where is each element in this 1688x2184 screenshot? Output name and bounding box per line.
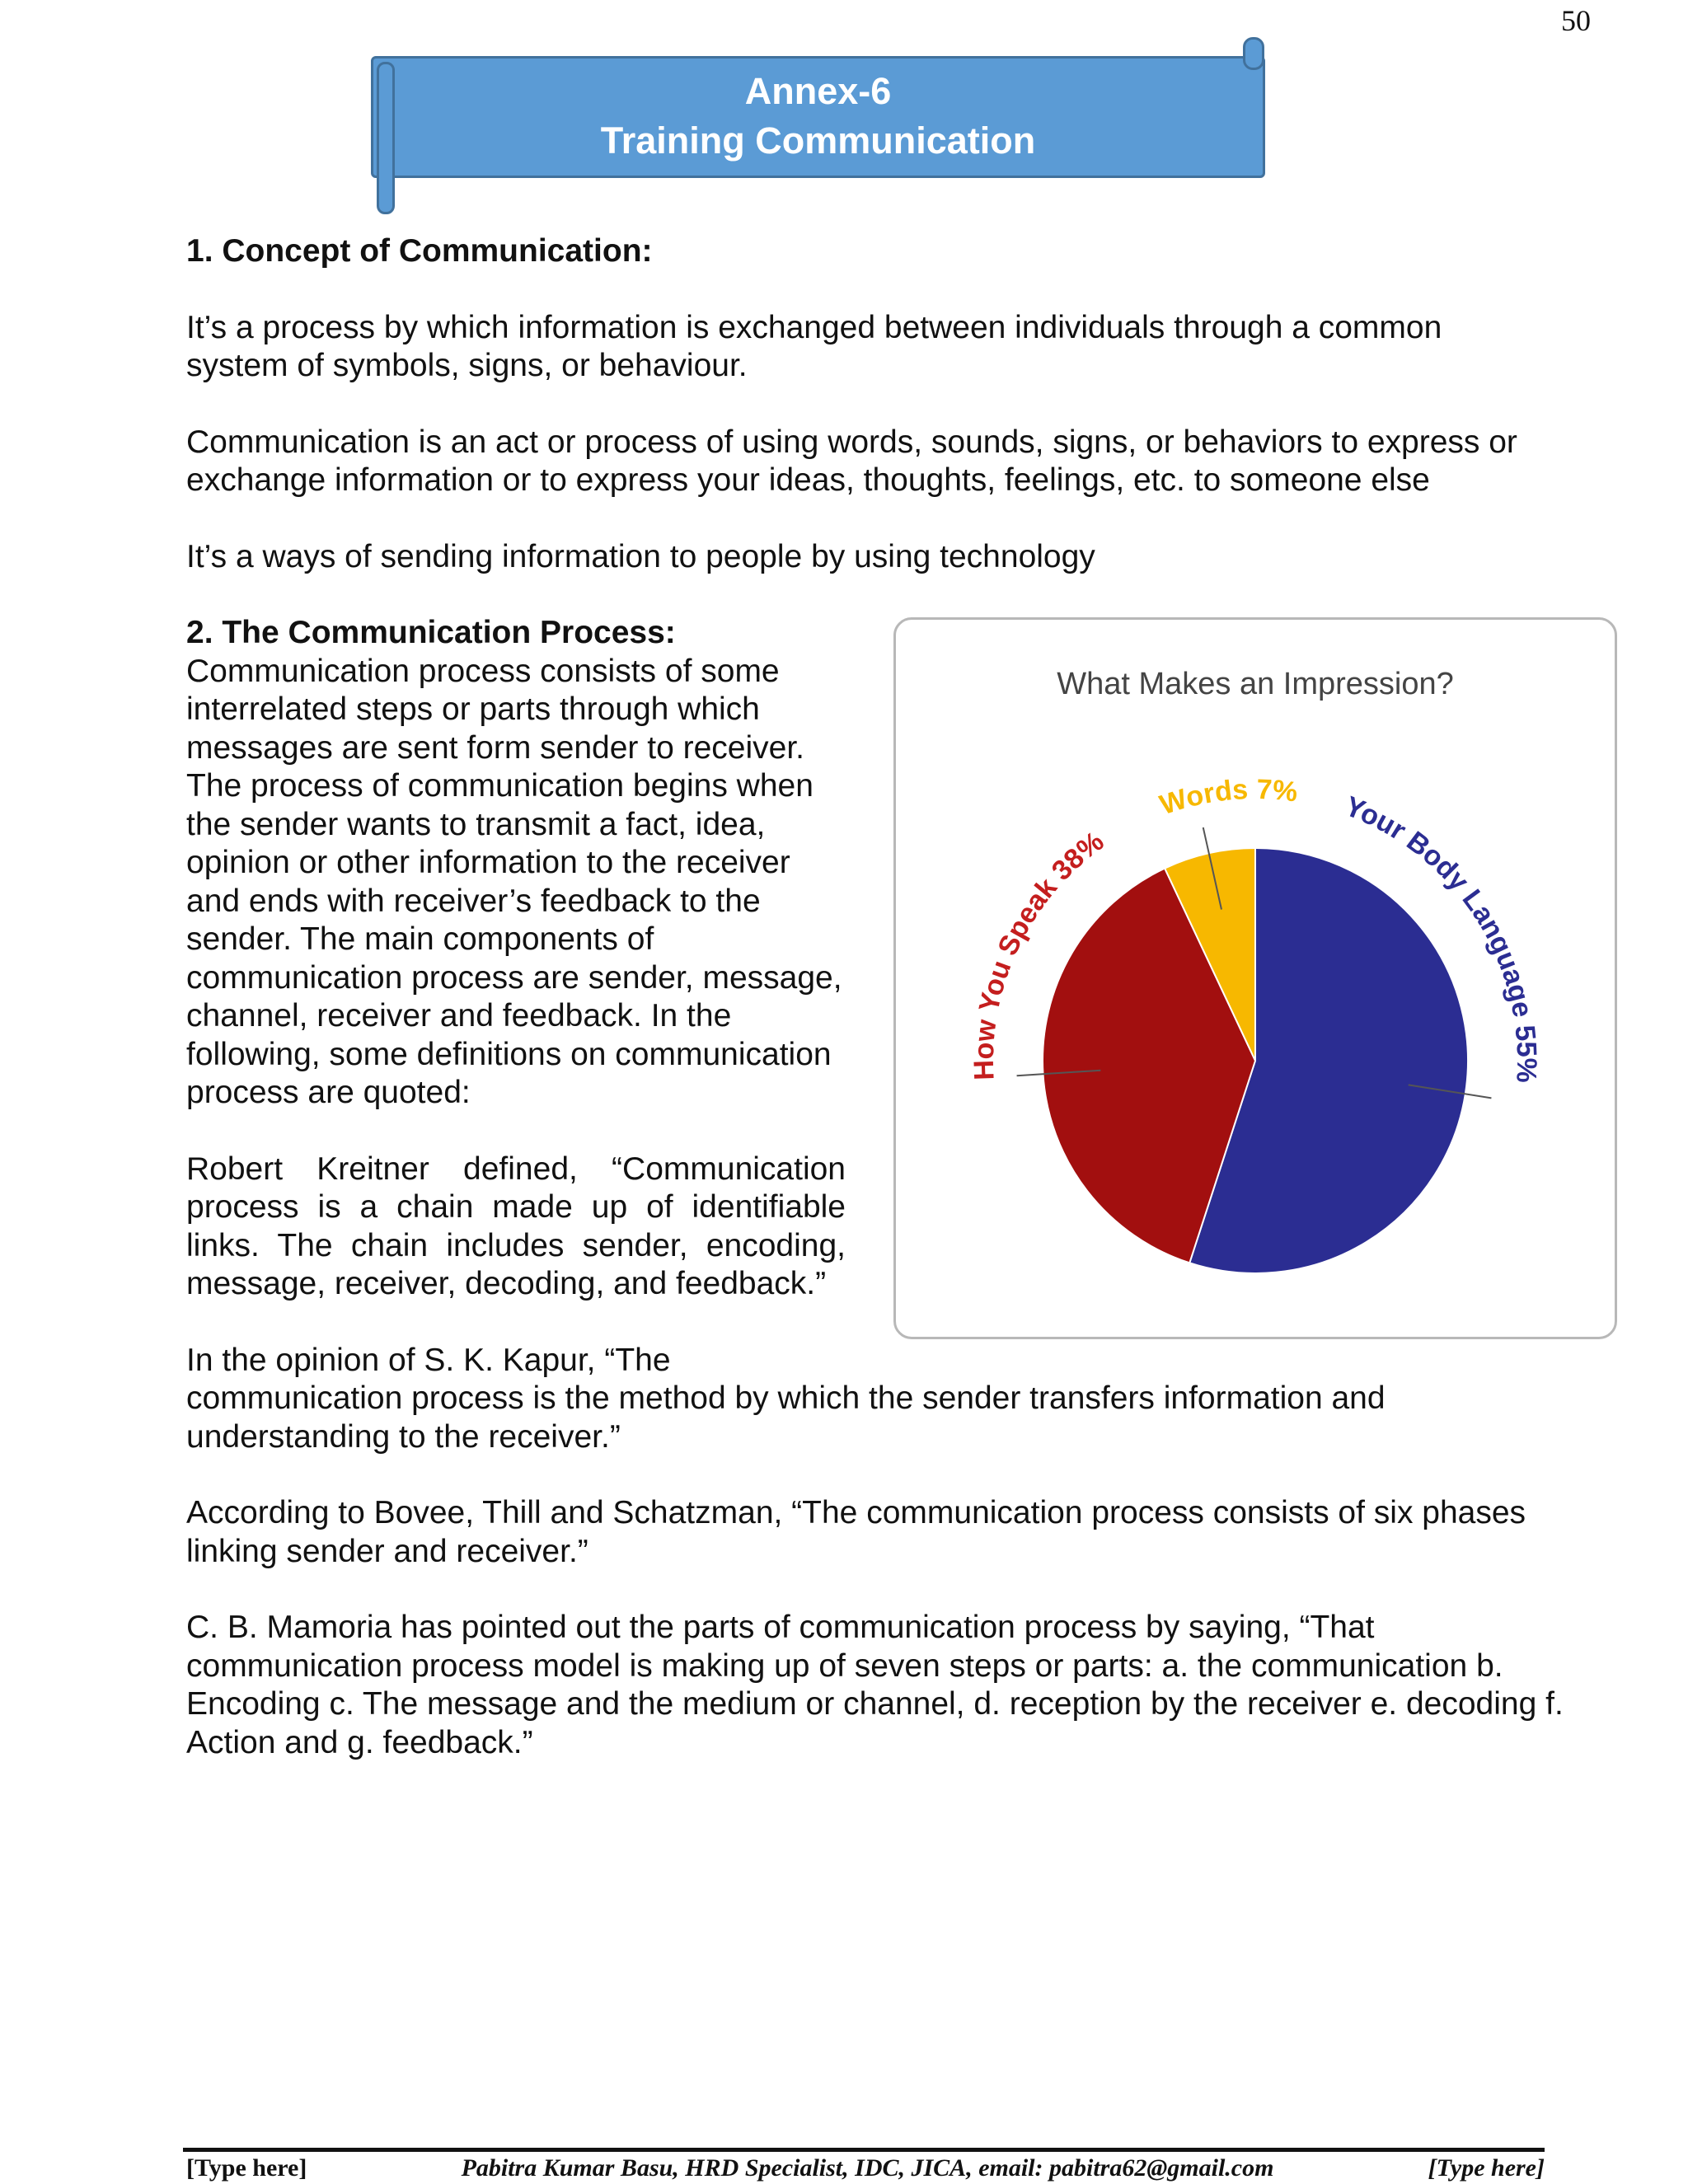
banner-annex-label: Annex-6 xyxy=(744,70,892,112)
footer-author: Pabitra Kumar Basu, HRD Specialist, IDC, JICA, email: pabitra62@gmail.com xyxy=(461,2154,1274,2182)
pie-label-2: Words 7% xyxy=(1156,773,1300,822)
concept-paragraph-2: Communication is an act or process of using words, sounds, signs, or behaviors to express or exchange information or to express your ideas, thoughts, feelings, etc. to someone else xyxy=(186,424,1517,498)
footer-left: [Type here] xyxy=(186,2154,307,2182)
title-banner xyxy=(371,56,1265,178)
pie-label-1: How You Speak 38% xyxy=(968,825,1110,1081)
banner-title: Training Communication xyxy=(600,120,1036,162)
pie-chart-svg xyxy=(896,620,1615,1337)
section-2-heading: 2. The Communication Process: xyxy=(186,615,676,650)
concept-paragraph-3: It’s a ways of sending information to people by using technology xyxy=(186,538,1095,574)
chart-title: What Makes an Impression? xyxy=(1057,667,1454,701)
kreitner-quote: Robert Kreitner defined, “Communication process is a chain made up of identifiable links. The chain includes sender, encoding, message, receiver, decoding, and feedback.” xyxy=(186,1151,846,1301)
page-footer xyxy=(186,2154,1545,2182)
concept-paragraph-1: It’s a process by which information is exchanged between individuals through a common system of symbols, signs, or behaviour. xyxy=(186,309,1442,383)
scroll-curl-left xyxy=(377,62,395,214)
kapur-quote: In the opinion of S. K. Kapur, “The communication process is the method by which the sender transfers information and understanding to the receiver.” xyxy=(186,1342,1386,1455)
page-number: 50 xyxy=(1561,4,1591,37)
document-body xyxy=(186,232,1587,1800)
section-1-heading: 1. Concept of Communication: xyxy=(186,233,653,269)
footer-rule xyxy=(183,2148,1545,2152)
pie-label-0: Your Body Language 55% xyxy=(1340,790,1543,1084)
bovee-quote: According to Bovee, Thill and Schatzman, “The communication process consists of six phases linking sender and receiver.” xyxy=(186,1495,1526,1569)
impression-pie-chart xyxy=(893,617,1617,1339)
scroll-curl-right xyxy=(1243,37,1264,70)
mamoria-quote: C. B. Mamoria has pointed out the parts of communication process by saying, “That communication process model is making up of seven steps or parts: a. the communication b. Encoding c. The message and the medium or channel, d. reception by the receiver e. decoding f. Action and g. feedback.” xyxy=(186,1610,1564,1760)
footer-right: [Type here] xyxy=(1428,2154,1545,2182)
process-intro-paragraph: Communication process consists of some interrelated steps or parts through which messages are sent form sender to receiver. The process of communication begins when the sender wants to transmit a fact, idea, opinion or other information to the receiver and ends with receiver’s feedback to the sender. The main components of communication process are sender, message, channel, receiver and feedback. In the following, some definitions on communication process are quoted: xyxy=(186,653,842,1110)
